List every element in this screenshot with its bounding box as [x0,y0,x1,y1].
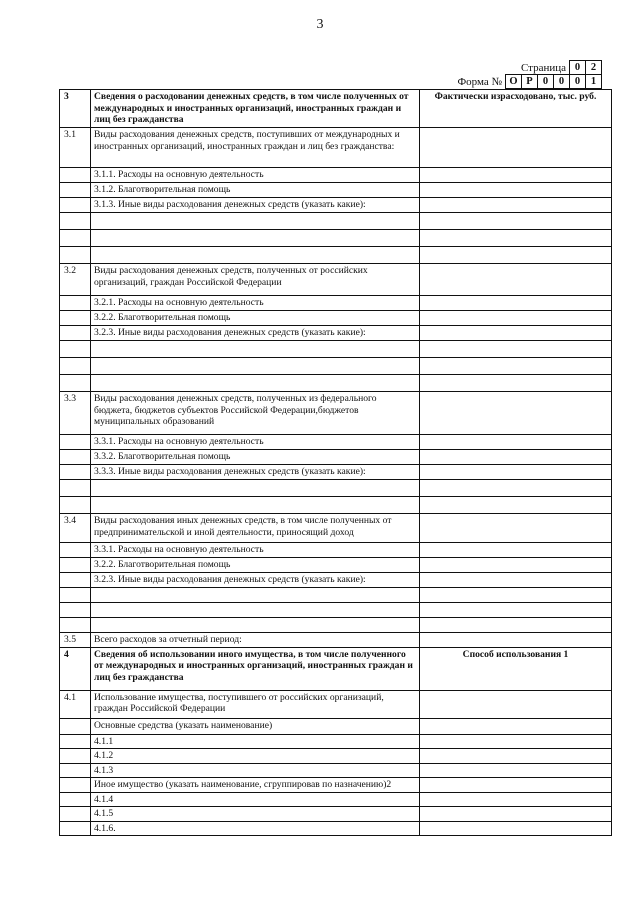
row-description: 4.1.1 [91,734,420,749]
row-number [60,311,91,326]
value-cell[interactable] [420,558,612,573]
table-row [60,778,612,793]
row-description: Всего расходов за отчетный период: [91,633,420,648]
table-row [60,558,612,573]
table-row [60,128,612,168]
table-row [60,497,612,514]
table-row [60,168,612,183]
report-table [59,89,612,836]
row-description: 4.1.5 [91,807,420,822]
row-number [60,341,91,358]
row-description: Виды расходования денежных средств, поступивших от международных и иностранных организаций, иностранных граждан и лиц без гражданства: [91,128,420,168]
column-header: Способ использования 1 [420,647,612,690]
row-number [60,168,91,183]
value-cell[interactable] [420,264,612,296]
value-cell[interactable] [420,690,612,718]
table-row [60,718,612,734]
row-number [60,480,91,497]
table-row [60,183,612,198]
row-number [60,763,91,778]
row-number: 3.2 [60,264,91,296]
row-description: 3.2.2. Благотворительная помощь [91,558,420,573]
table-row [60,821,612,836]
value-cell[interactable] [420,198,612,213]
value-cell[interactable] [420,778,612,793]
row-description: 3.2.2. Благотворительная помощь [91,311,420,326]
row-description: Использование имущества, поступившего от российских организаций, граждан Российской Федерации [91,690,420,718]
form-digit-cell: 0 [538,75,554,88]
row-number [60,465,91,480]
row-description: Сведения о расходовании денежных средств, в том числе полученных от международных и иностранных организаций, иностранных граждан и лиц без гражданства [91,90,420,128]
row-description [91,247,420,264]
row-description: 3.3.1. Расходы на основную деятельность [91,435,420,450]
row-description: Сведения об использовании иного имущества, в том числе полученного от международных и иностранных организаций, иностранных граждан и лиц без гражданства [91,647,420,690]
value-cell[interactable] [420,358,612,375]
table-row [60,807,612,822]
value-cell[interactable] [420,718,612,734]
value-cell[interactable] [420,341,612,358]
table-row [60,326,612,341]
row-description [91,588,420,603]
value-cell[interactable] [420,183,612,198]
table-row [60,633,612,648]
row-number [60,821,91,836]
table-row [60,311,612,326]
row-number [60,230,91,247]
table-row [60,198,612,213]
table-row [60,230,612,247]
row-description: Виды расходования денежных средств, полученных из федерального бюджета, бюджетов субъектов Российской Федерации,бюджетов муниципальных образований [91,392,420,435]
table-row [60,749,612,764]
row-number [60,543,91,558]
form-digit-cell: 0 [554,75,570,88]
row-description [91,375,420,392]
table-row [60,247,612,264]
row-description [91,480,420,497]
value-cell[interactable] [420,311,612,326]
row-number [60,778,91,793]
table-row [60,792,612,807]
value-cell[interactable] [420,465,612,480]
row-description: 3.1.3. Иные виды расходования денежных средств (указать какие): [91,198,420,213]
row-number [60,497,91,514]
row-description: 3.1.2. Благотворительная помощь [91,183,420,198]
table-row [60,763,612,778]
row-description [91,358,420,375]
table-row [60,647,612,690]
row-number [60,326,91,341]
row-number [60,558,91,573]
row-number [60,247,91,264]
value-cell[interactable] [420,749,612,764]
value-cell[interactable] [420,514,612,543]
table-row [60,392,612,435]
table-row [60,341,612,358]
page-digit-cell: 2 [590,62,597,73]
value-cell[interactable] [420,230,612,247]
table-row [60,618,612,633]
table-row [60,213,612,230]
row-description: 4.1.2 [91,749,420,764]
row-description: Виды расходования денежных средств, полученных от российских организаций, граждан Российской Федерации [91,264,420,296]
row-number [60,603,91,618]
table-row [60,573,612,588]
page-label: Страница [520,61,566,74]
table-row [60,358,612,375]
row-number: 3.3 [60,392,91,435]
table-row [60,375,612,392]
value-cell[interactable] [420,247,612,264]
value-cell[interactable] [420,326,612,341]
page-digit-cells [569,60,602,75]
value-cell[interactable] [420,633,612,648]
row-description [91,213,420,230]
row-number: 3.5 [60,633,91,648]
value-cell[interactable] [420,792,612,807]
form-digit-cells [505,74,602,89]
value-cell[interactable] [420,128,612,168]
row-number [60,573,91,588]
value-cell[interactable] [420,763,612,778]
table-row [60,480,612,497]
form-digit-cell: Р [522,75,538,88]
row-description: 3.3.3. Иные виды расходования денежных средств (указать какие): [91,465,420,480]
row-description: 4.1.3 [91,763,420,778]
value-cell[interactable] [420,168,612,183]
row-number: 3.4 [60,514,91,543]
page-number: 3 [316,17,324,32]
table-row [60,296,612,311]
row-number [60,450,91,465]
row-number [60,375,91,392]
table-row [60,465,612,480]
row-description: 3.2.3. Иные виды расходования денежных средств (указать какие): [91,573,420,588]
form-digit-cell: О [506,75,522,88]
row-number [60,198,91,213]
row-number [60,588,91,603]
row-number [60,718,91,734]
row-number: 4.1 [60,690,91,718]
value-cell[interactable] [420,450,612,465]
page-number-box [521,60,602,75]
value-cell[interactable] [420,807,612,822]
page-digit-cell: 0 [570,61,586,74]
value-cell[interactable] [420,543,612,558]
row-description: 4.1.4 [91,792,420,807]
row-number [60,213,91,230]
form-digit-cell: 1 [590,76,597,87]
row-number [60,183,91,198]
row-number [60,792,91,807]
table-row [60,588,612,603]
row-number: 3.1 [60,128,91,168]
row-description: 3.3.2. Благотворительная помощь [91,450,420,465]
value-cell[interactable] [420,213,612,230]
row-number [60,618,91,633]
table-row [60,603,612,618]
table-row [60,690,612,718]
row-number [60,435,91,450]
value-cell[interactable] [420,296,612,311]
table-row [60,450,612,465]
row-number [60,807,91,822]
value-cell[interactable] [420,821,612,836]
value-cell[interactable] [420,618,612,633]
value-cell[interactable] [420,573,612,588]
table-row [60,734,612,749]
value-cell[interactable] [420,734,612,749]
value-cell[interactable] [420,603,612,618]
row-description: 4.1.6. [91,821,420,836]
row-description: Виды расходования иных денежных средств, в том числе полученных от предпринимательской и иной деятельности, приносящий доход [91,514,420,543]
value-cell[interactable] [420,392,612,435]
row-number [60,358,91,375]
row-description: Основные средства (указать наименование) [91,718,420,734]
table-row [60,543,612,558]
value-cell[interactable] [420,588,612,603]
row-number [60,296,91,311]
row-description [91,497,420,514]
row-number: 4 [60,647,91,690]
value-cell[interactable] [420,435,612,450]
row-description [91,341,420,358]
row-description: 3.2.3. Иные виды расходования денежных средств (указать какие): [91,326,420,341]
table-row [60,514,612,543]
form-number-box [457,74,602,89]
table-row [60,90,612,128]
row-description [91,618,420,633]
column-header: Фактически израсходовано, тыс. руб. [420,90,612,128]
form-digit-cell: 0 [570,75,586,88]
row-number [60,734,91,749]
row-description [91,230,420,247]
value-cell[interactable] [420,375,612,392]
table-row [60,435,612,450]
row-description: 3.3.1. Расходы на основную деятельность [91,543,420,558]
value-cell[interactable] [420,497,612,514]
row-description: 3.1.1. Расходы на основную деятельность [91,168,420,183]
table-row [60,264,612,296]
row-description: 3.2.1. Расходы на основную деятельность [91,296,420,311]
value-cell[interactable] [420,480,612,497]
form-label: Форма № [457,75,502,88]
row-description: Иное имущество (указать наименование, сгруппировав по назначению)2 [91,778,420,793]
row-number [60,749,91,764]
row-description [91,603,420,618]
row-number: 3 [60,90,91,128]
